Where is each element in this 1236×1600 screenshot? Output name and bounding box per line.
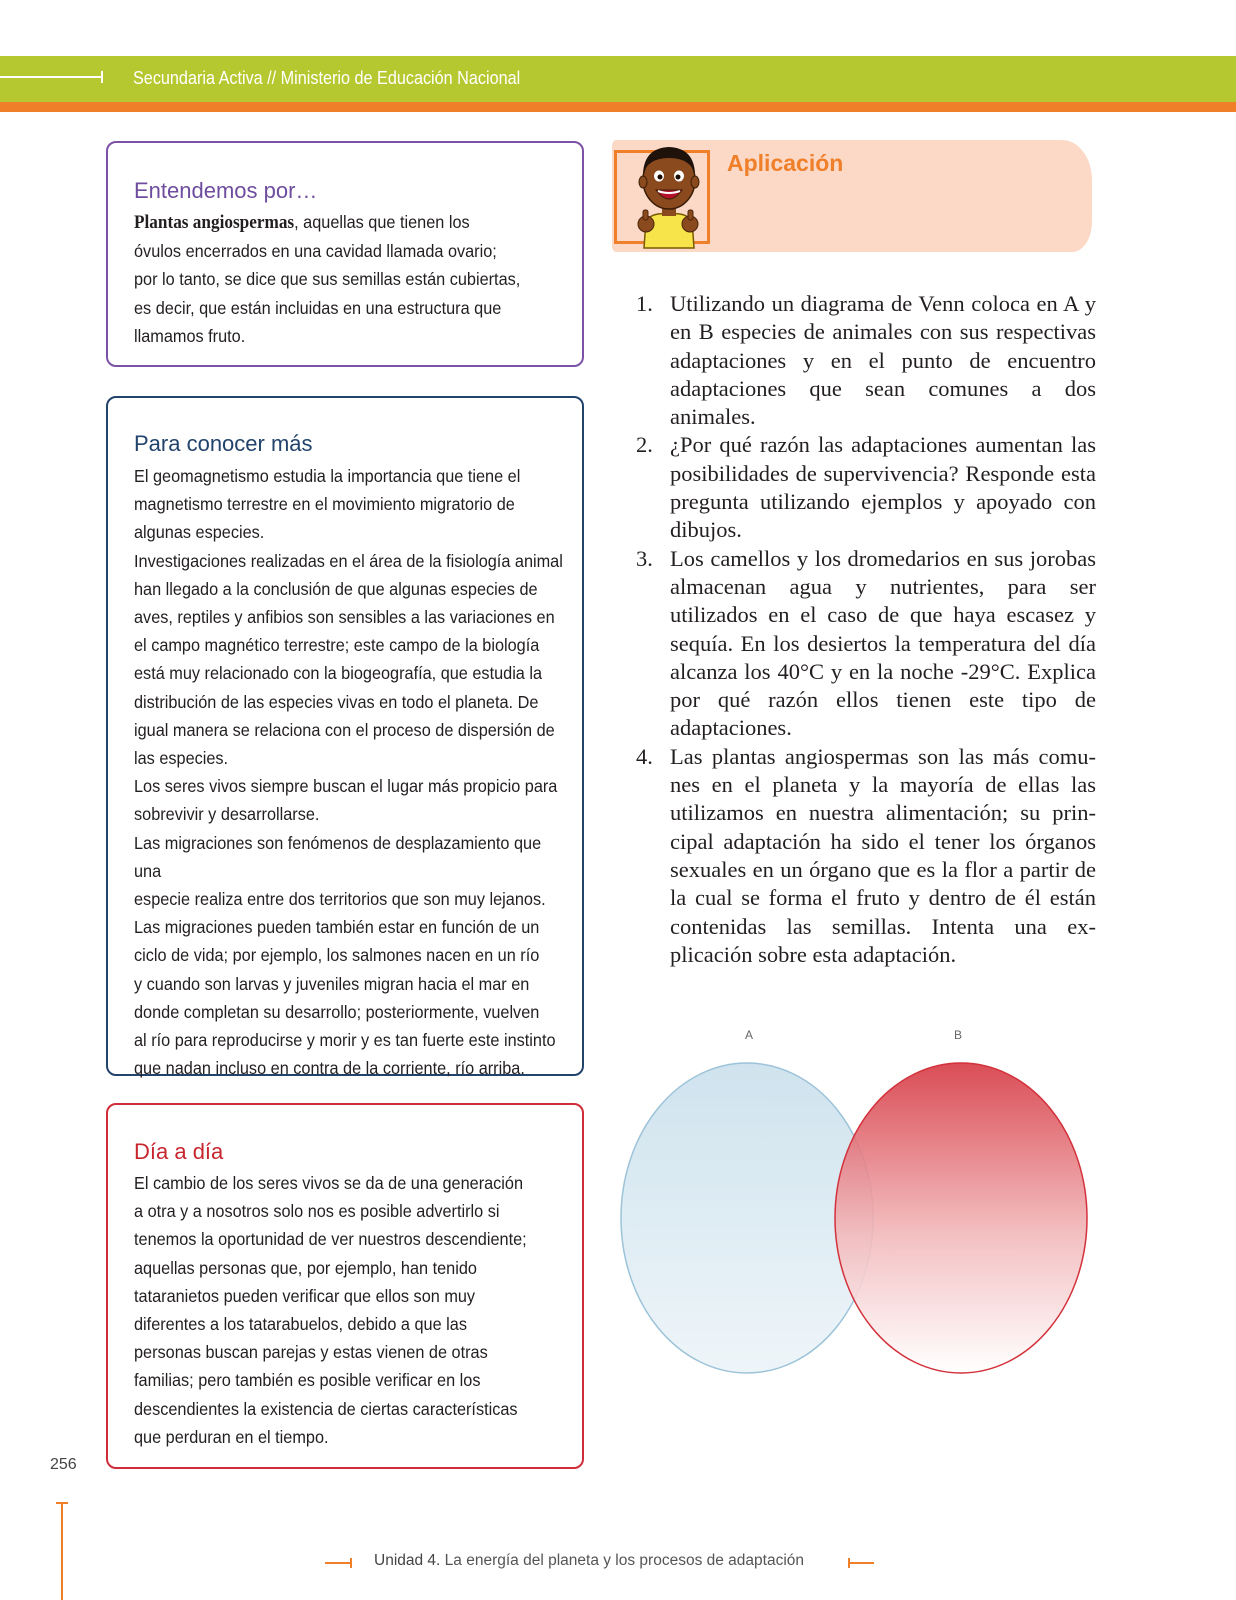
item-number: 2.: [636, 432, 653, 458]
entendemos-line: llamamos fruto.: [134, 325, 246, 346]
dia-line: que perduran en el tiempo.: [134, 1426, 329, 1447]
dia-line: personas buscan parejas y estas vienen de otras: [134, 1342, 488, 1363]
entendemos-line: Plantas angiospermas, aquellas que tienen los: [134, 212, 470, 233]
dia-line: familias; pero también es posible verificar en los: [134, 1370, 481, 1391]
item-number: 1.: [636, 291, 653, 316]
dia-line: tenemos la oportunidad de ver nuestros descendiente;: [134, 1229, 527, 1250]
entendemos-line: es decir, que están incluidas en una estructura que: [134, 297, 502, 318]
aplicacion-item: [636, 290, 1096, 431]
venn-circle-b: [835, 1063, 1087, 1373]
dia-line: descendientes la existencia de ciertas características: [134, 1398, 518, 1419]
header-accent-stripe: [0, 102, 1236, 112]
venn-diagram: [614, 1010, 1094, 1395]
conocer-line: El geomagnetismo estudia la importancia que tiene el: [134, 466, 521, 486]
item-number: 4.: [636, 743, 653, 769]
item-text: Los camellos y los dromedarios en sus jorobas almacenan agua y nutrientes, para ser utilizados en el caso de que haya escasez y sequía. En los desiertos la temperatura del día alcanza los 40°C y en la noche -29°C. Explica por qué razón ellos tienen este tipo de adaptaciones.: [670, 545, 1096, 741]
entendemos-line: por lo tanto, se dice que sus semillas están cubiertas,: [134, 269, 521, 290]
footer-rule-left: [325, 1562, 351, 1564]
item-text: Utilizando un diagrama de Venn coloca en A y en B especies de animales con sus respectivas adaptaciones y en el punto de encuentro adaptaciones que sean comunes a dos animales.: [670, 291, 1096, 430]
header-title: Secundaria Activa // Ministerio de Educación Nacional: [133, 68, 521, 88]
student-avatar-icon: [624, 138, 714, 258]
dia-a-dia-title: Día a día: [134, 1139, 224, 1164]
entendemos-term: Plantas angiospermas: [134, 213, 295, 233]
footer-unit-title: La energía del planeta y los procesos de adaptación: [444, 1552, 805, 1569]
footer-left-rule: [61, 1502, 63, 1600]
footer-tick-left: [350, 1558, 352, 1568]
dia-line: a otra y a nosotros solo nos es posible advertirlo si: [134, 1201, 500, 1222]
conocer-line: al río para reproducirse y morir y es tan fuerte este instinto: [134, 1030, 556, 1051]
dia-line: diferentes a los tatarabuelos, debido a que las: [134, 1314, 467, 1335]
dia-line: aquellas personas que, por ejemplo, han tenido: [134, 1257, 477, 1278]
conocer-line: magnetismo terrestre en el movimiento migratorio de: [134, 494, 515, 515]
aplicacion-title: Aplicación: [727, 150, 844, 176]
conocer-line: el campo magnético terrestre; este campo de la biología: [134, 635, 540, 656]
conocer-line: aves, reptiles y anfibios son sensibles a las variaciones en: [134, 607, 555, 628]
page-number: 256: [50, 1456, 77, 1473]
entendemos-line: óvulos encerrados en una cavidad llamada ovario;: [134, 241, 497, 262]
conocer-mas-box: [106, 396, 584, 1079]
aplicacion-item: [636, 545, 1096, 743]
item-text: Las plantas angiospermas son las más comunes en el planeta y la mayoría de ellas las utilizamos en nuestra alimentación; su principal adaptación ha sido el tener los órganos sexuales en un órgano que es la flor a partir de la cual se forma el fruto y dentro de él están contenidas las semillas. Intenta una explicación sobre esta adaptación.: [670, 743, 1096, 967]
footer-unit-label: Unidad 4.: [374, 1552, 441, 1569]
conocer-line: algunas especies.: [134, 522, 265, 543]
entendemos-body: [134, 208, 571, 350]
aplicacion-list: [636, 290, 1096, 969]
conocer-line: está muy relacionado con la biogeografía, que estudia la: [134, 663, 543, 684]
conocer-line: especie realiza entre dos territorios que son muy lejanos.: [134, 889, 546, 910]
entendemos-title: Entendemos por…: [134, 178, 318, 203]
conocer-line: que nadan incluso en contra de la corriente, río arriba.: [134, 1058, 525, 1079]
venn-label-b: B: [954, 1028, 963, 1042]
conocer-line: igual manera se relaciona con el proceso de dispersión de: [134, 719, 555, 740]
conocer-line: han llegado a la conclusión de que algunas especies de: [134, 578, 538, 599]
venn-svg: [614, 1010, 1094, 1390]
footer-unit-text: [374, 1552, 804, 1570]
conocer-line: donde completan su desarrollo; posteriormente, vuelven: [134, 1001, 540, 1022]
conocer-mas-body: [134, 462, 571, 1082]
conocer-line: distribución de las especies vivas en todo el planeta. De: [134, 691, 539, 712]
conocer-mas-title: Para conocer más: [134, 431, 313, 456]
dia-a-dia-body: [134, 1169, 571, 1451]
item-number: 3.: [636, 545, 653, 571]
entendemos-box: [106, 141, 584, 367]
conocer-line: Las migraciones pueden también estar en función de un: [134, 917, 540, 938]
header-rule-tick: [101, 71, 103, 83]
conocer-line: Las migraciones son fenómenos de desplazamiento que una: [134, 832, 542, 881]
header-rule: [0, 76, 103, 78]
dia-a-dia-box: [106, 1103, 584, 1469]
aplicacion-item: [636, 431, 1096, 544]
dia-line: tataranietos pueden verificar que ellos son muy: [134, 1285, 476, 1306]
venn-label-a: A: [745, 1028, 754, 1042]
conocer-line: y cuando son larvas y juveniles migran hacia el mar en: [134, 973, 530, 994]
conocer-line: sobrevivir y desarrollarse.: [134, 804, 320, 825]
aplicacion-item: [636, 743, 1096, 969]
conocer-line: las especies.: [134, 748, 229, 769]
footer-rule-right: [848, 1562, 874, 1564]
conocer-line: Investigaciones realizadas en el área de la fisiología animal: [134, 550, 563, 571]
item-text: ¿Por qué razón las adaptaciones aumentan las posibilidades de supervivencia? Responde esta pregunta utilizando ejemplos y apoyado con dibujos.: [670, 432, 1096, 543]
conocer-line: Los seres vivos siempre buscan el lugar más propicio para: [134, 776, 558, 797]
conocer-line: ciclo de vida; por ejemplo, los salmones nacen en un río: [134, 945, 540, 966]
dia-line: El cambio de los seres vivos se da de una generación: [134, 1173, 524, 1193]
